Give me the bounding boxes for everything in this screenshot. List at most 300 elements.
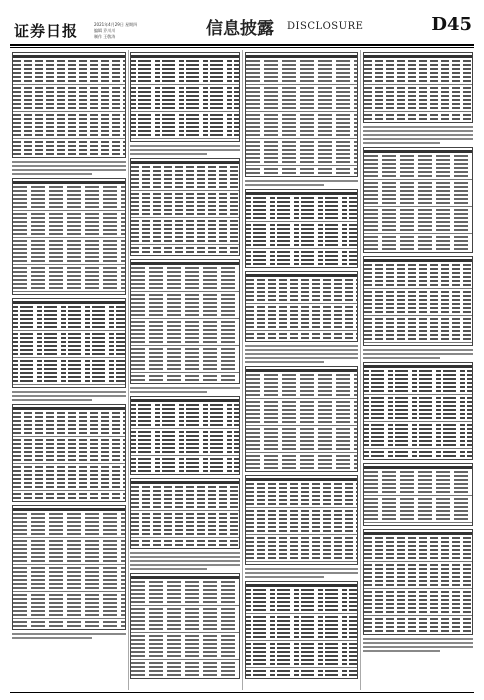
table-row: [131, 412, 239, 414]
table-row: [246, 263, 357, 265]
table-header: [246, 369, 357, 372]
text-line: [130, 153, 207, 155]
table-row: [131, 521, 239, 523]
table-row: [131, 593, 239, 595]
column-3: [245, 50, 358, 690]
table-row: [131, 224, 239, 226]
table-row: [364, 630, 472, 632]
table-rule: [364, 206, 472, 207]
table-row: [246, 283, 357, 285]
table-row: [364, 428, 472, 430]
table-row: [246, 663, 357, 665]
table-row: [131, 197, 239, 199]
table-row: [364, 236, 472, 238]
table-row: [131, 341, 239, 343]
table-rule: [131, 537, 239, 538]
table-row: [364, 386, 472, 388]
table-row: [246, 605, 357, 607]
table-rule: [246, 111, 357, 112]
data-table: [363, 147, 473, 253]
text-paragraph: [245, 345, 358, 363]
table-row: [364, 194, 472, 196]
table-row: [246, 467, 357, 469]
table-row: [131, 470, 239, 472]
table-row: [364, 264, 472, 266]
table-row: [364, 471, 472, 473]
table-row: [131, 589, 239, 591]
table-row: [13, 474, 125, 476]
table-rule: [246, 507, 357, 508]
text-line: [130, 560, 240, 562]
table-row: [13, 614, 125, 616]
table-row: [246, 620, 357, 622]
table-row: [246, 318, 357, 320]
page-number: D45: [431, 14, 472, 35]
text-line: [130, 387, 240, 389]
table-row: [131, 251, 239, 253]
text-line: [363, 142, 440, 144]
table-row: [13, 621, 125, 623]
table-row: [364, 240, 472, 242]
table-row: [246, 232, 357, 234]
table-row: [13, 240, 125, 242]
table-row: [364, 506, 472, 508]
table-row: [364, 229, 472, 231]
table-rule: [131, 632, 239, 633]
table-row: [131, 612, 239, 614]
data-table: [12, 178, 126, 295]
table-row: [246, 440, 357, 442]
table-row: [364, 322, 472, 324]
table-row: [364, 91, 472, 93]
text-line: [12, 161, 126, 163]
table-row: [13, 602, 125, 604]
table-rule: [364, 179, 472, 180]
table-row: [13, 341, 125, 343]
text-paragraph: [363, 126, 473, 144]
table-row: [131, 352, 239, 354]
table-row: [13, 326, 125, 328]
table-rule: [246, 534, 357, 535]
table-row: [13, 145, 125, 147]
table-row: [364, 103, 472, 105]
table-row: [131, 91, 239, 93]
table-rule: [364, 561, 472, 562]
table-row: [246, 337, 357, 339]
table-row: [364, 291, 472, 293]
table-row: [13, 486, 125, 488]
table-row: [13, 337, 125, 339]
table-rule: [364, 394, 472, 395]
table-row: [246, 541, 357, 543]
table-row: [13, 213, 125, 215]
text-line: [245, 576, 324, 578]
data-table: [130, 52, 240, 142]
table-row: [364, 374, 472, 376]
table-row: [364, 217, 472, 219]
table-row: [364, 311, 472, 313]
text-line: [363, 650, 440, 652]
table-row: [131, 513, 239, 515]
footer-rule: [10, 692, 474, 693]
table-row: [246, 491, 357, 493]
table-row: [246, 530, 357, 532]
table-rule: [364, 111, 472, 112]
table-row: [364, 155, 472, 157]
table-row: [131, 220, 239, 222]
table-row: [13, 229, 125, 231]
table-row: [246, 103, 357, 105]
table-row: [364, 276, 472, 278]
table-row: [131, 193, 239, 195]
table-row: [364, 334, 472, 336]
data-table: [12, 52, 126, 158]
table-row: [364, 330, 472, 332]
table-row: [364, 557, 472, 559]
table-row: [246, 624, 357, 626]
table-row: [13, 432, 125, 434]
table-row: [246, 670, 357, 672]
table-row: [13, 525, 125, 527]
table-row: [246, 674, 357, 676]
table-rule: [364, 342, 472, 343]
table-row: [131, 99, 239, 101]
table-rule: [13, 291, 125, 292]
table-row: [246, 499, 357, 501]
table-row: [13, 198, 125, 200]
table-row: [364, 60, 472, 62]
table-row: [246, 643, 357, 645]
table-row: [246, 197, 357, 199]
text-line: [363, 353, 473, 355]
text-line: [363, 642, 473, 644]
table-row: [13, 360, 125, 362]
table-row: [246, 651, 357, 653]
data-table: [363, 463, 473, 526]
text-line: [245, 361, 324, 363]
table-row: [131, 655, 239, 657]
table-row: [13, 376, 125, 378]
table-row: [131, 364, 239, 366]
table-row: [131, 424, 239, 426]
table-rule: [246, 425, 357, 426]
table-row: [13, 99, 125, 101]
column-divider: [242, 50, 243, 690]
table-rule: [246, 667, 357, 668]
table-row: [364, 163, 472, 165]
table-rule: [131, 244, 239, 245]
table-row: [246, 382, 357, 384]
table-header: [131, 262, 239, 265]
table-rule: [13, 618, 125, 619]
table-row: [364, 479, 472, 481]
table-row: [13, 306, 125, 308]
table-row: [13, 470, 125, 472]
table-header: [131, 161, 239, 164]
table-row: [131, 544, 239, 546]
table-row: [364, 190, 472, 192]
production-credit: 制作 王敬涛: [94, 34, 116, 39]
text-line: [245, 357, 358, 359]
table-row: [364, 514, 472, 516]
table-row: [131, 670, 239, 672]
table-row: [246, 122, 357, 124]
table-row: [131, 466, 239, 468]
table-header: [13, 508, 125, 511]
table-row: [13, 412, 125, 414]
table-row: [13, 267, 125, 269]
newspaper-logo: 证券日报: [14, 22, 79, 40]
table-row: [131, 666, 239, 668]
column-divider: [360, 50, 361, 690]
table-row: [246, 390, 357, 392]
data-table: [245, 475, 358, 565]
table-row: [246, 557, 357, 559]
table-row: [364, 390, 472, 392]
table-row: [246, 510, 357, 512]
data-table: [363, 52, 473, 123]
table-row: [364, 76, 472, 78]
table-row: [246, 244, 357, 246]
table-row: [13, 544, 125, 546]
table-row: [13, 416, 125, 418]
table-row: [246, 436, 357, 438]
table-row: [13, 68, 125, 70]
table-row: [364, 244, 472, 246]
page-header: [10, 8, 474, 42]
table-row: [131, 240, 239, 242]
table-row: [246, 386, 357, 388]
table-row: [13, 318, 125, 320]
table-rule: [13, 138, 125, 139]
table-row: [131, 674, 239, 676]
table-row: [246, 76, 357, 78]
table-row: [364, 64, 472, 66]
table-row: [13, 76, 125, 78]
table-row: [13, 114, 125, 116]
text-line: [245, 349, 358, 351]
text-line: [363, 134, 473, 136]
table-row: [13, 459, 125, 461]
table-row: [364, 595, 472, 597]
table-row: [246, 205, 357, 207]
table-row: [131, 597, 239, 599]
table-row: [246, 99, 357, 101]
table-header: [364, 55, 472, 58]
table-row: [131, 333, 239, 335]
text-line: [363, 126, 473, 128]
table-row: [364, 175, 472, 177]
table-row: [131, 651, 239, 653]
table-row: [246, 432, 357, 434]
table-row: [131, 314, 239, 316]
table-rule: [131, 138, 239, 139]
table-row: [131, 486, 239, 488]
table-row: [364, 221, 472, 223]
table-row: [246, 374, 357, 376]
table-row: [246, 589, 357, 591]
table-row: [13, 493, 125, 495]
table-rule: [131, 659, 239, 660]
table-row: [364, 307, 472, 309]
table-row: [246, 601, 357, 603]
table-rule: [13, 564, 125, 565]
table-row: [131, 134, 239, 136]
table-row: [13, 107, 125, 109]
table-row: [364, 444, 472, 446]
table-rule: [364, 421, 472, 422]
table-row: [13, 103, 125, 105]
table-row: [13, 72, 125, 74]
table-row: [364, 68, 472, 70]
text-line: [363, 646, 473, 648]
table-row: [131, 114, 239, 116]
text-line: [245, 353, 358, 355]
table-row: [246, 455, 357, 457]
table-row: [13, 533, 125, 535]
table-row: [13, 380, 125, 382]
text-line: [245, 572, 358, 574]
table-row: [13, 153, 125, 155]
text-paragraph: [12, 161, 126, 175]
table-row: [13, 625, 125, 627]
table-rule: [13, 84, 125, 85]
table-row: [131, 337, 239, 339]
table-row: [246, 545, 357, 547]
table-rule: [131, 510, 239, 511]
table-row: [13, 141, 125, 143]
table-rule: [131, 372, 239, 373]
table-row: [131, 87, 239, 89]
table-row: [364, 303, 472, 305]
table-rule: [246, 330, 357, 331]
table-row: [131, 107, 239, 109]
table-row: [131, 209, 239, 211]
table-header: [131, 481, 239, 484]
table-row: [364, 451, 472, 453]
table-row: [246, 80, 357, 82]
table-row: [246, 91, 357, 93]
table-row: [13, 126, 125, 128]
table-row: [364, 611, 472, 613]
table-row: [13, 310, 125, 312]
table-rule: [13, 330, 125, 331]
table-rule: [13, 490, 125, 491]
table-row: [13, 353, 125, 355]
table-row: [13, 194, 125, 196]
data-table: [245, 271, 358, 342]
text-line: [12, 169, 126, 171]
table-row: [246, 487, 357, 489]
table-row: [13, 333, 125, 335]
table-row: [364, 564, 472, 566]
table-row: [364, 622, 472, 624]
table-row: [246, 647, 357, 649]
table-row: [13, 130, 125, 132]
table-rule: [131, 291, 239, 292]
table-row: [131, 205, 239, 207]
table-row: [246, 514, 357, 516]
text-line: [363, 349, 473, 351]
table-row: [246, 161, 357, 163]
table-row: [131, 585, 239, 587]
table-row: [131, 447, 239, 449]
table-row: [13, 118, 125, 120]
table-row: [364, 475, 472, 477]
table-row: [246, 597, 357, 599]
text-line: [245, 180, 358, 182]
table-rule: [13, 463, 125, 464]
table-row: [131, 178, 239, 180]
table-row: [13, 594, 125, 596]
table-rule: [131, 190, 239, 191]
table-row: [131, 608, 239, 610]
table-row: [13, 540, 125, 542]
table-row: [246, 659, 357, 661]
table-rule: [13, 591, 125, 592]
table-row: [13, 345, 125, 347]
text-line: [12, 391, 126, 393]
table-rule: [246, 452, 357, 453]
table-row: [13, 552, 125, 554]
table-rule: [364, 84, 472, 85]
table-row: [246, 72, 357, 74]
text-line: [12, 637, 92, 639]
table-rule: [364, 495, 472, 496]
table-row: [131, 170, 239, 172]
table-header: [13, 181, 125, 184]
text-paragraph: [245, 180, 358, 186]
table-rule: [246, 303, 357, 304]
table-row: [364, 572, 472, 574]
table-row: [364, 502, 472, 504]
table-header: [246, 584, 357, 587]
table-rule: [246, 84, 357, 85]
table-row: [131, 166, 239, 168]
table-row: [13, 455, 125, 457]
table-row: [246, 401, 357, 403]
table-row: [246, 217, 357, 219]
table-row: [131, 329, 239, 331]
table-row: [246, 295, 357, 297]
table-row: [364, 225, 472, 227]
text-line: [130, 568, 207, 570]
table-row: [131, 662, 239, 664]
table-row: [131, 360, 239, 362]
table-row: [364, 541, 472, 543]
table-row: [13, 275, 125, 277]
table-row: [131, 498, 239, 500]
column-1: [12, 50, 126, 690]
table-row: [246, 68, 357, 70]
table-row: [131, 620, 239, 622]
table-row: [364, 186, 472, 188]
table-row: [131, 375, 239, 377]
table-row: [364, 599, 472, 601]
table-row: [364, 382, 472, 384]
table-row: [364, 487, 472, 489]
table-row: [364, 167, 472, 169]
table-row: [364, 318, 472, 320]
table-row: [13, 443, 125, 445]
table-rule: [246, 398, 357, 399]
table-row: [246, 655, 357, 657]
header-rule-thin: [10, 47, 474, 48]
table-row: [364, 280, 472, 282]
table-row: [364, 483, 472, 485]
table-row: [246, 326, 357, 328]
table-row: [13, 482, 125, 484]
